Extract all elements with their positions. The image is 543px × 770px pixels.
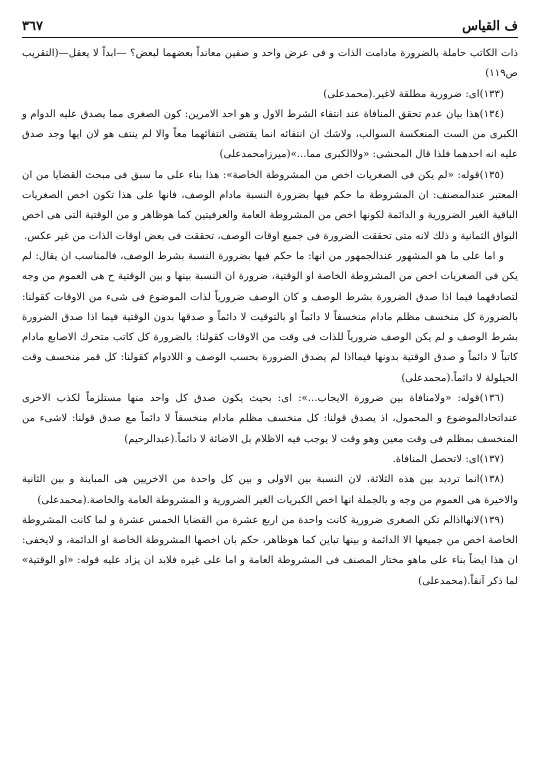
footnote-137: (١٣٧)اى: لاتحصل المنافاة. <box>392 453 504 465</box>
running-title: ف القياس <box>462 19 518 34</box>
document-page <box>22 14 518 759</box>
footnote-134: (١٣٤)هذا بيان عدم تحقق المنافاة عند انتفاء الشرط الاول و هو احد الامرين: كون الصغرى مما يصدق عليه الدوام و الكبرى من الست المنعكسة السوالب، ولاشك ان انتفائه انما يقتضى انتفائهما معاً والا لم ينتف هو لان ايها وجد صدق عليه انه احدهما فلذا قال المحشى: «ولاالكبرى مما...»(ميرزامحمدعلى) <box>22 108 518 161</box>
footnote-136: (١٣٦)قوله: «ولامنافاة بين ضرورة الايجاب...»: اى: بحيث يكون صدق كل واحد منها مستلزماً لكذب الاخرى عنداتحادالموضوع و المحمول، اذ يصدق قولنا: كل منخسف مظلم مادام منخسفاً لا دائماً مع صدق قولنا: لاشىء من المنخسف بمظلم فى وقت معين وهو وقت لا يوجب فيه الاظلام بل الاضائة لا دائماً.(عبدالرحيم) <box>22 393 518 445</box>
footnote-135-continued: و اما على ما هو المشهور عندالجمهور من انها: ما حكم فيها بضرورة النسبة بشرط الوصف، فالمناسب ان يقال: لم يكن فى الصغريات اخص من المشروطة الخاصة او الوقتية، ضرورة ان النسبة بينها و بين الوقتية ح هى العموم من وجه لتصادقهما فيما اذا صدق الضرورة بشرط الوصف و كان الوصف ضرورياً لذات الموضوع فى شىء من الاوقات كقولنا: بالضرورة كل منخسف مظلم مادام منخسفاً لا دائماً او بالتوقيت لا دائماً و صدقها بدون الوقتية فيما اذا صدق الضرورة بشرط الوصف و لم يكن الوصف ضرورياً للذات فى وقت من الاوقات كقولنا: بالضرورة كل كاتب متحرك الاصابع مادام كاتباً لا دائماً و صدق الوقتية بدونها فيمااذا لم يصدق الضرورة بحسب الوصف و اللادوام كقولنا: كل قمر منخسف وقت الحيلولة لا دائماً.(محمدعلى) <box>22 250 518 384</box>
page-body <box>22 44 518 592</box>
paragraph-continuation: ذات الكاتب حاملة بالضرورة مادامت الذات و فى عرض واحد و صفين معانداً بعضهما لبعض؟ —ابداً لا يعقل—(التقريب ص١١٩) <box>22 48 518 80</box>
footnote-138: (١٣٨)انما ترديد بين هذه الثلاثة، لان النسبة بين الاولى و بين كل واحدة من الاخريين هى المباينة و بين الثانية والاخيرة هى العموم من وجه و بالجملة انها اخص الكبريات الغير الضرورية و المشروطة العامة والخاصة.(محمدعلى) <box>22 474 518 506</box>
page-header <box>22 14 518 38</box>
page-number: ٣٦٧ <box>22 19 43 34</box>
footnote-133: (١٣٣)اى: ضرورية مطلقة لاغير.(محمدعلى) <box>323 88 504 100</box>
footnote-135: (١٣٥)قوله: «لم يكن فى الصغريات اخص من المشروطة الخاصة»: هذا بناء على ما سبق فى مبحث القضايا من ان المعتبر عندالمصنف: ان المشروطة ما حكم فيها بضرورة النسبة مادام الوصف، فانها على هذا تكون اخص الصغريات الباقية الغير الضرورية و الدائمة لكونها اخص من المشروطة العامة والعرفيتين كما هوظاهر و من الوقتية التى هى اخص البواق الثمانية و ذلك لانه متى تحققت الضرورة فى جميع اوقات الوصف، تحققت فى بعض اوقات الذات من غير عكس. <box>22 169 518 242</box>
footnote-139: (١٣٩)لانهااذالم تكن الصغرى ضرورية كانت واحدة من اربع عشرة من القضايا الخمس عشرة و لما كانت المشروطة الخاصة اخص من جميعها الا الدائمة و بينها تباين كما هوظاهر، حكم بان اخصها المشروطة الخاصة او الدائمة، و لايخفى: ان هذا ايضاً بناء على ماهو مختار المصنف فى المشروطة العامة و اما على غيره فلابد ان يزاد عليه قوله: «او الوقتية» لما ذكر آنفاً.(محمدعلى) <box>22 514 518 587</box>
